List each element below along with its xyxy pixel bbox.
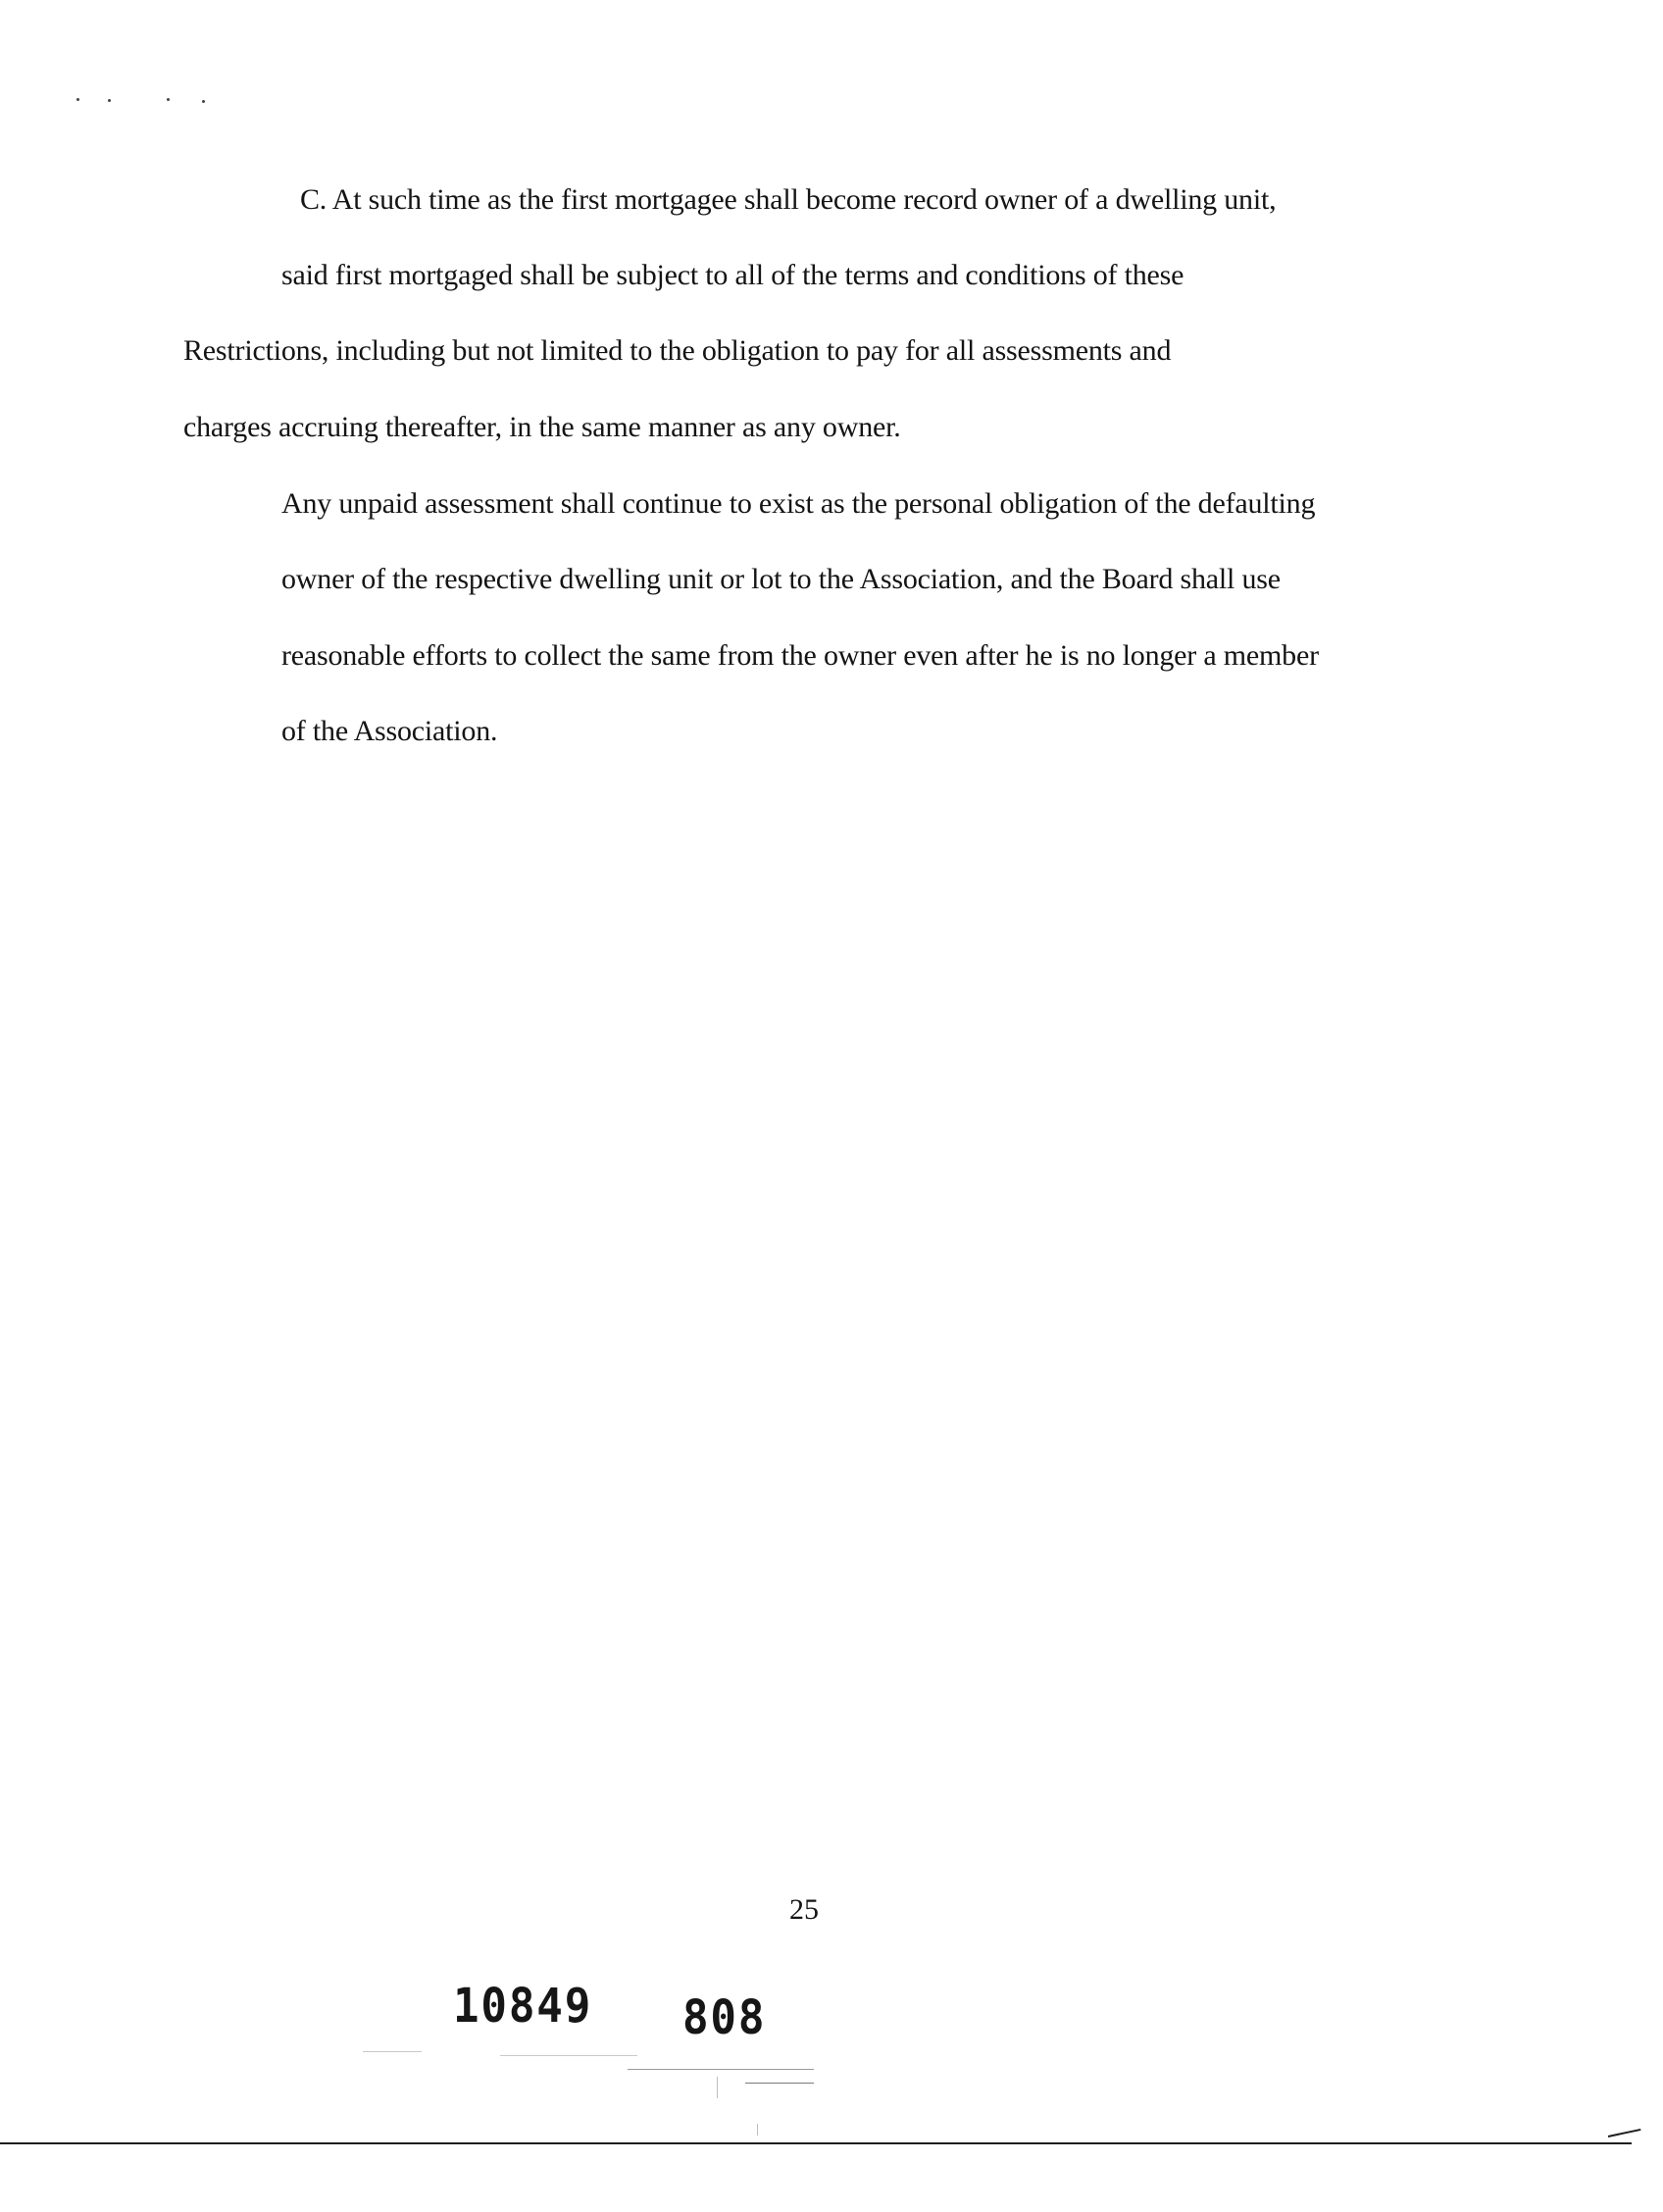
paragraph-c-line-2: said first mortgaged shall be subject to all of the terms and conditions of these: [281, 259, 1184, 291]
bottom-rule-tail: [1608, 2129, 1641, 2137]
recording-stamp-book: 10849: [453, 1979, 593, 2034]
bottom-rule: [0, 2142, 1632, 2144]
faint-scan-line: [628, 2069, 814, 2070]
recording-stamp-page: 808: [682, 1990, 767, 2045]
paragraph-c-line-4: charges accruing thereafter, in the same manner as any owner.: [183, 411, 901, 443]
paragraph-c-line-1: C. At such time as the first mortgagee shall become record owner of a dwelling unit,: [300, 183, 1277, 216]
paragraph-unpaid-line-1: Any unpaid assessment shall continue to exist as the personal obligation of the defaulting: [281, 487, 1316, 520]
paragraph-unpaid-line-3: reasonable efforts to collect the same from the owner even after he is no longer a member: [281, 639, 1319, 672]
faint-scan-mark: [757, 2124, 758, 2136]
faint-scan-line: [363, 2051, 422, 2052]
paragraph-unpaid-line-4: of the Association.: [281, 715, 498, 747]
faint-scan-line: [745, 2083, 814, 2084]
faint-scan-mark: [717, 2077, 718, 2098]
faint-scan-line: [500, 2055, 637, 2056]
paragraph-unpaid-line-2: owner of the respective dwelling unit or lot to the Association, and the Board shall use: [281, 563, 1281, 595]
scan-artifact-dots: [76, 94, 224, 106]
paragraph-c-line-3: Restrictions, including but not limited to the obligation to pay for all assessments and: [183, 334, 1172, 367]
page-number: 25: [789, 1893, 819, 1926]
